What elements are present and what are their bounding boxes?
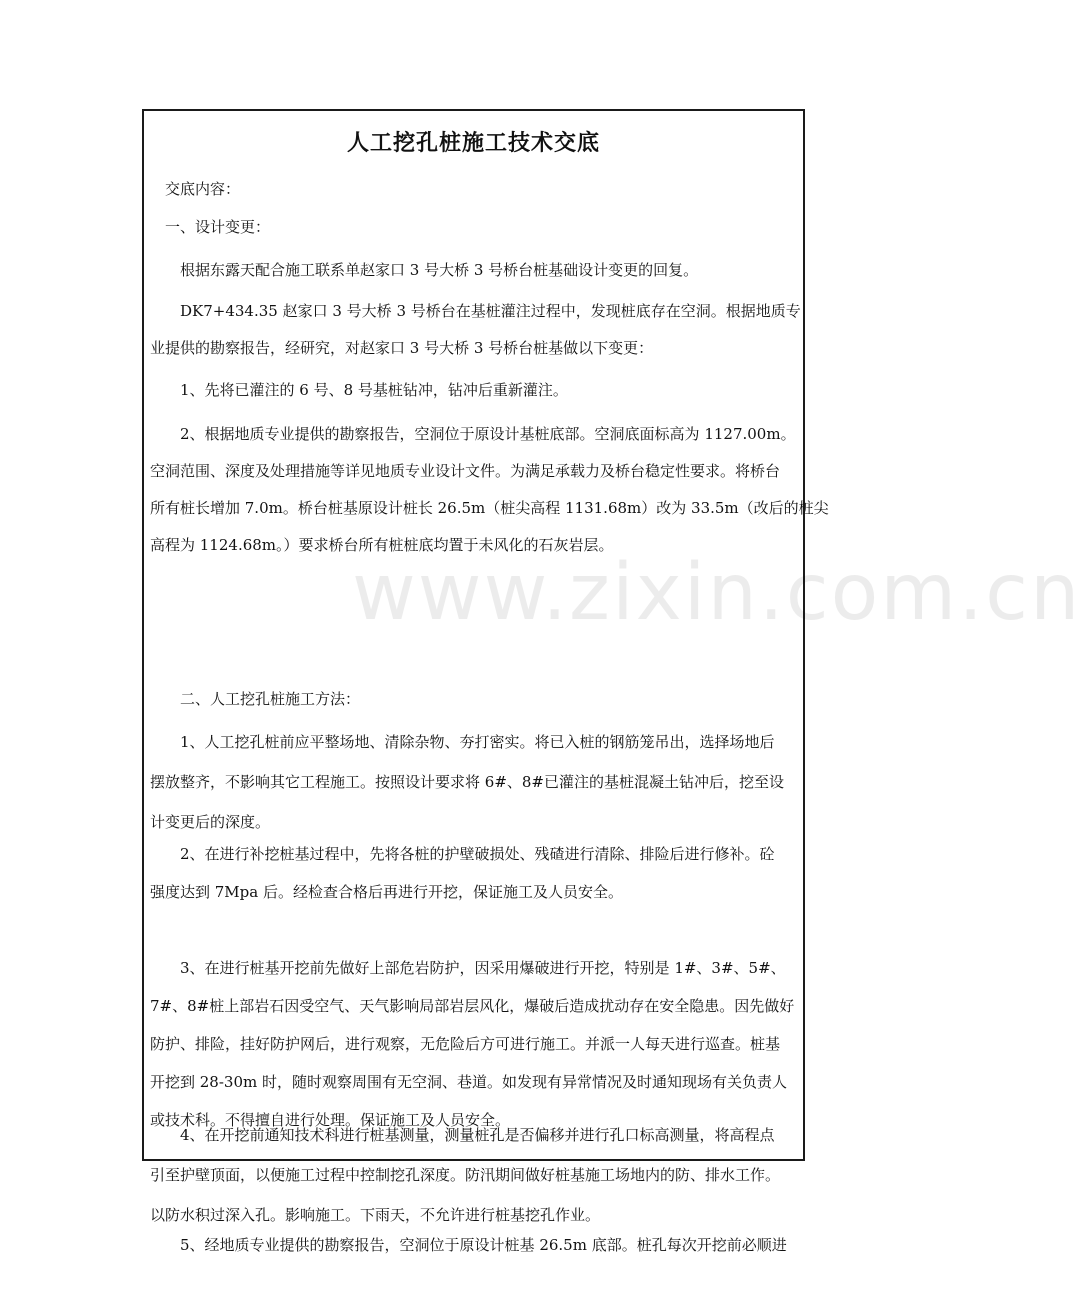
paragraph-line: 5、经地质专业提供的勘察报告，空洞位于原设计桩基 26.5m 底部。桩孔每次开挖前必顺进 <box>180 1236 787 1254</box>
paragraph-line: 交底内容： <box>165 180 241 198</box>
document-title: 人工挖孔桩施工技术交底 <box>346 130 600 156</box>
paragraph-p10 <box>150 1115 802 1235</box>
paragraph-line: 1、人工挖孔桩前应平整场地、清除杂物、夯打密实。将已入桩的钢筋笼吊出，选择场地后 <box>180 733 775 751</box>
paragraph-p3 <box>150 293 802 367</box>
paragraph-line: 3、在进行桩基开挖前先做好上部危岩防护，因采用爆破进行开挖，特别是 1#、3#、5#、 <box>180 959 786 977</box>
paragraph-line: 以防水积过深入孔。影响施工。下雨天，不允许进行桩基挖孔作业。 <box>150 1206 601 1224</box>
watermark: www.zixin.com.cn <box>352 548 1081 638</box>
paragraph-line: 根据东露天配合施工联系单赵家口 3 号大桥 3 号桥台桩基础设计变更的回复。 <box>180 261 699 279</box>
paragraph-p8 <box>150 835 802 911</box>
paragraph-line: 强度达到 7Mpa 后。经检查合格后再进行开挖，保证施工及人员安全。 <box>150 883 623 901</box>
paragraph-p11 <box>150 1230 802 1261</box>
paragraph-p0 <box>150 174 802 205</box>
paragraph-p6 <box>150 684 802 715</box>
paragraph-p9 <box>150 949 802 1139</box>
document-frame <box>142 109 829 1254</box>
paragraph-line: 一、设计变更： <box>165 218 271 236</box>
paragraph-line: 开挖到 28-30m 时，随时观察周围有无空洞、巷道。如发现有异常情况及时通知现场有关负责人 <box>150 1073 788 1091</box>
paragraph-line: 7#、8#桩上部岩石因受空气、天气影响局部岩层风化，爆破后造成扰动存在安全隐患。因先做好 <box>150 997 795 1015</box>
paragraph-p1 <box>150 212 802 243</box>
paragraph-line: 引至护壁顶面，以便施工过程中控制挖孔深度。防汛期间做好桩基施工场地内的防、排水工作。 <box>150 1166 781 1184</box>
paragraph-line: 摆放整齐，不影响其它工程施工。按照设计要求将 6#、8#已灌注的基桩混凝土钻冲后，挖至设 <box>150 773 784 791</box>
paragraph-line: 业提供的勘察报告，经研究，对赵家口 3 号大桥 3 号桥台桩基做以下变更： <box>150 339 654 357</box>
paragraph-line: 所有桩长增加 7.0m。桥台桩基原设计桩长 26.5m（桩尖高程 1131.68m）改为 33.5m（改后的桩尖 <box>150 499 829 517</box>
paragraph-line: 空洞范围、深度及处理措施等详见地质专业设计文件。为满足承载力及桥台稳定性要求。将桥台 <box>150 462 781 480</box>
paragraph-line: 2、根据地质专业提供的勘察报告，空洞位于原设计基桩底部。空洞底面标高为 1127.00m。 <box>180 425 796 443</box>
paragraph-p2 <box>150 255 802 286</box>
paragraph-p5 <box>150 416 829 564</box>
paragraph-line: 计变更后的深度。 <box>150 813 271 831</box>
paragraph-line: 4、在开挖前通知技术科进行桩基测量，测量桩孔是否偏移并进行孔口标高测量，将高程点 <box>180 1126 775 1144</box>
paragraph-line: 防护、排险，挂好防护网后，进行观察，无危险后方可进行施工。并派一人每天进行巡查。桩基 <box>150 1035 781 1053</box>
paragraph-line: 2、在进行补挖桩基过程中，先将各桩的护壁破损处、残碴进行清除、排险后进行修补。砼 <box>180 845 775 863</box>
paragraph-line: 或技术科。不得擅自进行处理。保证施工及人员安全。 <box>150 1111 511 1129</box>
paragraph-p7 <box>150 722 802 842</box>
paragraph-p4 <box>150 375 802 406</box>
paragraph-line: DK7+434.35 赵家口 3 号大桥 3 号桥台在基桩灌注过程中，发现桩底存在空洞。根据地质专 <box>180 302 801 320</box>
paragraph-line: 高程为 1124.68m。）要求桥台所有桩桩底均置于未风化的石灰岩层。 <box>150 536 614 554</box>
paragraph-line: 二、人工挖孔桩施工方法： <box>180 690 361 708</box>
paragraph-line: 1、先将已灌注的 6 号、8 号基桩钻冲，钻冲后重新灌注。 <box>180 381 568 399</box>
